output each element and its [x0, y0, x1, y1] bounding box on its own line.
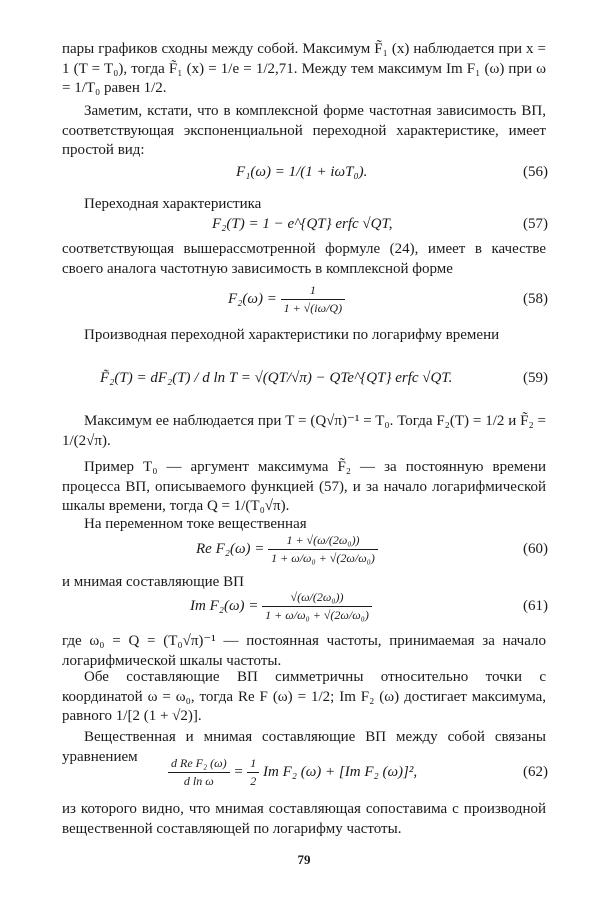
paragraph-10: где ω₀ = Q = (T₀√π)⁻¹ — постоянная частоты, принимаемая за начало логарифмической шкалы частоты. — [62, 633, 546, 669]
equation-60-numerator: 1 + √(ω/(2ω₀)) — [268, 533, 378, 550]
equation-61 — [190, 590, 372, 623]
equation-61-denominator: 1 + ω/ω₀ + √(2ω/ω₀) — [265, 608, 369, 622]
equation-62 — [168, 756, 417, 789]
equation-58-fraction — [281, 283, 345, 316]
equation-60 — [196, 533, 378, 566]
equation-number-61: (61) — [523, 598, 548, 614]
equation-number-60: (60) — [523, 541, 548, 557]
paragraph-11: Обе составляющие ВП симметричны относительно точки с координатой ω = ω₀, тогда Re F (ω) = 1/2; Im F₂ (ω) достигает максимума, равного 1/[2 (1 + √2)]. — [62, 669, 546, 724]
paragraph-5: Производная переходной характеристики по логарифму времени — [84, 327, 500, 343]
paragraph-7: Пример T₀ — аргумент максимума F̃₂ — за постоянную времени процесса ВП, описываемого функцией (57), и за начало логарифмической шкалы времени, тогда Q = 1/(T₀√π). — [62, 459, 546, 514]
equation-62-derivative-numerator: d Re F₂ (ω) — [168, 756, 230, 773]
paragraph-12: Вещественная и мнимая составляющие ВП между собой связаны уравнением — [62, 729, 546, 765]
equation-60-fraction — [268, 533, 378, 566]
paragraph-6: Максимум ее наблюдается при T = (Q√π)⁻¹ = T₀. Тогда F₂(T) = 1/2 и F̃₂ = 1/(2√π). — [62, 413, 546, 449]
equation-58-numerator: 1 — [281, 283, 345, 300]
equation-56: F₁(ω) = 1/(1 + iωT₀). — [236, 164, 368, 180]
equation-61-numerator: √(ω/(2ω₀)) — [262, 590, 372, 607]
equation-number-57: (57) — [523, 216, 548, 232]
equation-57: F₂(T) = 1 − e^{QT} erfc √QT, — [212, 216, 393, 232]
equation-62-half-numerator: 1 — [247, 756, 259, 773]
equation-59-right: √(QT/√π) − QTe^{QT} erfc √QT. — [254, 370, 453, 386]
equation-61-left: Im F₂(ω) = — [190, 597, 259, 614]
equation-62-right: Im F₂ (ω) + [Im F₂ (ω)]², — [263, 763, 418, 780]
equation-61-fraction — [262, 590, 372, 623]
equation-60-denominator: 1 + ω/ω₀ + √(2ω/ω₀) — [271, 551, 375, 565]
paragraph-1: пары графиков сходны между собой. Максимум F̃₁ (x) наблюдается при x = 1 (T = T₀), тогда F̃₁ (x) = 1/e = 1/2,71. Между тем максимум Im F₁ (ω) при ω = 1/T₀ равен 1/2. — [62, 41, 546, 96]
equation-58 — [228, 283, 345, 316]
equation-62-derivative — [168, 756, 230, 789]
paragraph-8: На переменном токе вещественная — [84, 516, 307, 532]
paragraph-13: из которого видно, что мнимая составляющая сопоставима с производной вещественной составляющей по логарифму частоты. — [62, 801, 546, 837]
paragraph-4: соответствующая вышерассмотренной формуле (24), имеет в качестве своего аналога частотную зависимость в комплексной форме — [62, 241, 546, 277]
equation-58-left: F₂(ω) = — [228, 290, 277, 307]
paragraph-3: Переходная характеристика — [84, 196, 262, 212]
equation-number-62: (62) — [523, 764, 548, 780]
equation-59 — [100, 370, 452, 387]
paragraph-9: и мнимая составляющие ВП — [62, 574, 244, 590]
page-number: 79 — [297, 852, 311, 867]
equation-number-56: (56) — [523, 164, 548, 180]
equation-number-59: (59) — [523, 370, 548, 386]
equation-62-half-denominator: 2 — [250, 774, 257, 788]
equation-62-equals: = — [233, 763, 244, 780]
equation-number-58: (58) — [523, 291, 548, 307]
equation-62-derivative-denominator: d ln ω — [183, 774, 214, 788]
paragraph-2: Заметим, кстати, что в комплексной форме частотная зависимость ВП, соответствующая экспоненциальной переходной характеристике, имеет простой вид: — [62, 103, 546, 158]
equation-58-denominator: 1 + √(iω/Q) — [283, 301, 343, 315]
equation-59-left: F̃₂(T) = dF₂(T) / d ln T = — [100, 370, 251, 386]
equation-62-half — [247, 756, 259, 789]
equation-60-left: Re F₂(ω) = — [196, 540, 265, 557]
